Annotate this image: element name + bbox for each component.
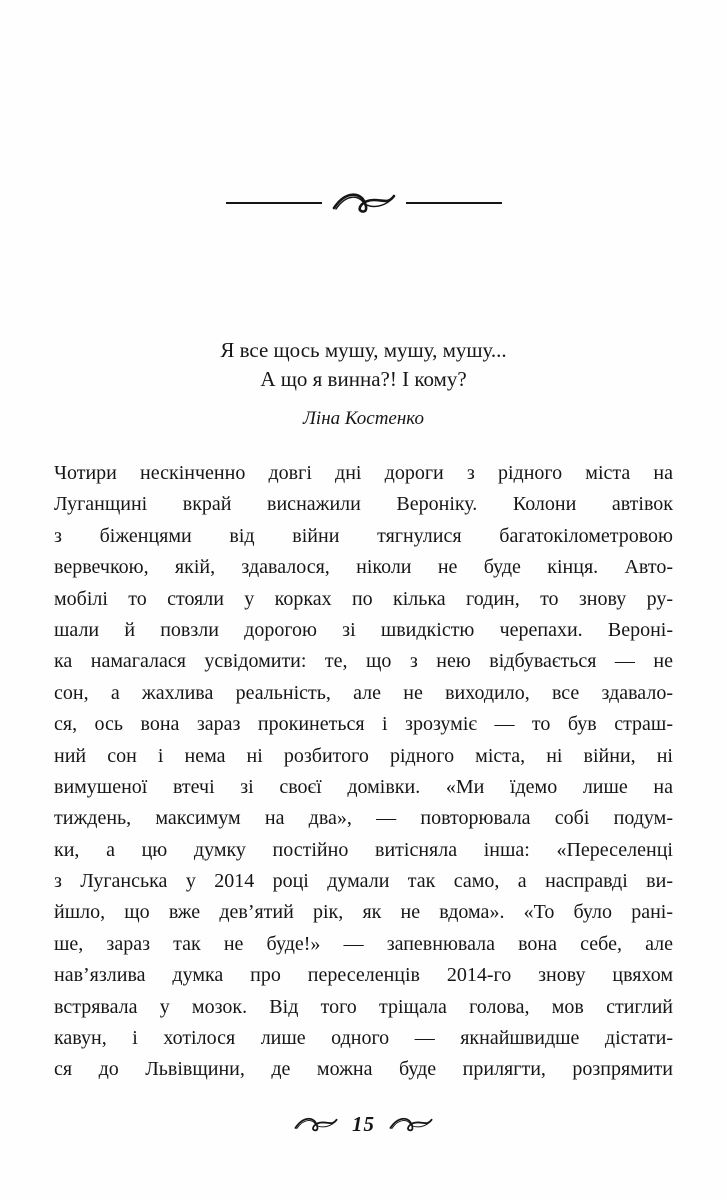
body-line: вервечкою, якій, здавалося, ніколи не буде кінця. Авто- xyxy=(54,556,673,579)
body-line: з біженцями від війни тягнулися багатокілометровою xyxy=(54,524,673,547)
body-line: Луганщині вкрай виснажили Вероніку. Колони автівок xyxy=(54,493,673,516)
body-line: Чотири нескінченно довгі дні дороги з рідного міста на xyxy=(54,462,673,484)
body-line: вимушеної втечі зі своєї домівки. «Ми їдемо лише на xyxy=(54,775,673,798)
epigraph-line: Я все щось мушу, мушу, мушу... xyxy=(220,338,507,362)
top-divider xyxy=(0,188,727,218)
divider-line-right xyxy=(406,202,502,204)
footer-flourish-left-icon xyxy=(294,1116,338,1133)
body-line: ки, а цю думку постійно витісняла інша: «Переселенці xyxy=(54,838,673,861)
body-line: йшло, що вже дев’ятий рік, як не вдома». «То було рані- xyxy=(54,901,673,924)
body-line: ний сон і нема ні розбитого рідного міста, ні війни, ні xyxy=(54,744,673,767)
body-line: мобілі то стояли у корках по кілька годин, то знову ру- xyxy=(54,587,673,610)
body-line: встрявала у мозок. Від того тріщала голова, мов стиглий xyxy=(54,995,673,1018)
body-text xyxy=(54,458,673,1086)
footer-flourish-right-icon xyxy=(389,1116,433,1133)
body-line: з Луганська у 2014 році думали так само, а насправді ви- xyxy=(54,870,673,893)
epigraph xyxy=(0,336,727,394)
divider-flourish-icon xyxy=(332,191,396,215)
body-line: шали й повзли дорогою зі швидкістю черепахи. Вероні- xyxy=(54,618,673,641)
epigraph-line: А що я винна?! І кому? xyxy=(260,367,467,391)
page-footer xyxy=(0,1112,727,1137)
body-line: кавун, і хотілося лише одного — якнайшвидше дістати- xyxy=(54,1027,673,1050)
divider-line-left xyxy=(226,202,322,204)
body-line: ся до Львівщини, де можна буде прилягти, розпрямити xyxy=(54,1058,673,1081)
body-line: ка намагалася усвідомити: те, що з нею відбувається — не xyxy=(54,650,673,673)
body-line: сон, а жахлива реальність, але не виходило, все здавало- xyxy=(54,681,673,704)
body-line: нав’язлива думка про переселенців 2014-го знову цвяхом xyxy=(54,964,673,987)
page-number: 15 xyxy=(352,1112,375,1136)
body-line: ше, зараз так не буде!» — запевнювала вона себе, але xyxy=(54,932,673,955)
body-line: тиждень, максимум на два», — повторювала собі подум- xyxy=(54,807,673,830)
body-line: ся, ось вона зараз прокинеться і зрозуміє — то був страш- xyxy=(54,713,673,736)
epigraph-attribution: Ліна Костенко xyxy=(303,408,424,429)
